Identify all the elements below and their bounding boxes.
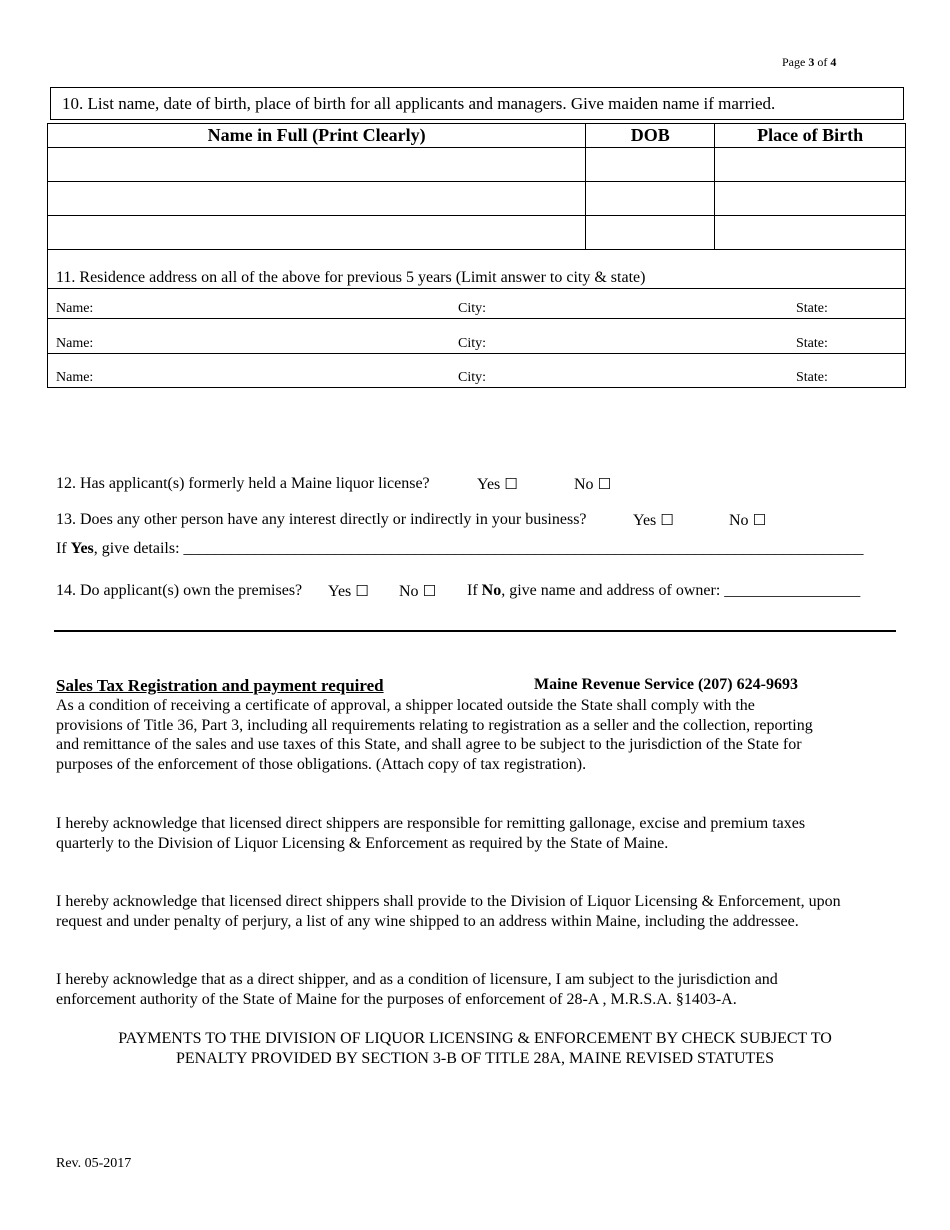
q14-text: 14. Do applicant(s) own the premises?	[56, 582, 303, 599]
q13-details-bold: Yes	[70, 540, 94, 557]
table-header-row	[48, 124, 906, 148]
q13-no-label: No	[729, 512, 749, 529]
name-label: Name:	[56, 301, 94, 316]
q12-no-checkbox[interactable]: ☐	[597, 475, 612, 493]
page-of-label: of	[817, 55, 828, 69]
text-line: purposes of the enforcement of those obligations. (Attach copy of tax registration).	[56, 755, 587, 773]
q14-no-label: No	[399, 583, 419, 600]
q14-owner-field[interactable]	[467, 582, 860, 600]
table-row	[48, 182, 906, 216]
city-label: City:	[458, 370, 487, 385]
sales-tax-body	[56, 696, 901, 774]
q13-details-line[interactable]: _____________________________________________________________________________________	[183, 540, 864, 557]
q13-details-prefix: If	[56, 540, 67, 557]
q13-no-option[interactable]	[729, 511, 766, 530]
acknowledgement-wine-list	[56, 892, 916, 931]
dob-cell[interactable]	[586, 148, 715, 182]
dob-cell[interactable]	[586, 182, 715, 216]
q14-owner-line[interactable]: _________________	[724, 582, 861, 599]
q13-no-checkbox[interactable]: ☐	[752, 511, 767, 529]
q13-yes-option[interactable]	[633, 511, 674, 530]
state-label: State:	[796, 336, 828, 351]
text-line: and remittance of the sales and use taxes of this State, and shall agree to be subject to the jurisdiction of the State for	[56, 736, 802, 753]
q14-if-suffix: , give name and address of owner:	[501, 582, 721, 599]
column-header-place-of-birth: Place of Birth	[715, 124, 906, 148]
revision-label: Rev. 05-2017	[56, 1156, 132, 1171]
q14-if-bold: No	[481, 582, 502, 599]
q12-no-option[interactable]	[574, 475, 611, 494]
text-line: enforcement authority of the State of Maine for the purposes of enforcement of 28-A , M.R.S.A. §1403-A.	[56, 990, 737, 1008]
q12-yes-label: Yes	[477, 476, 501, 493]
sales-tax-title: Sales Tax Registration and payment required	[56, 676, 384, 695]
q12-text: 12. Has applicant(s) formerly held a Maine liquor license?	[56, 475, 430, 492]
text-line: PENALTY PROVIDED BY SECTION 3-B OF TITLE 28A, MAINE REVISED STATUTES	[176, 1049, 774, 1067]
place-of-birth-cell[interactable]	[715, 216, 906, 250]
state-label: State:	[796, 301, 828, 316]
payments-notice	[56, 1029, 894, 1068]
text-line: I hereby acknowledge that licensed direct shippers shall provide to the Division of Liquor Licensing & Enforcement, upon	[56, 893, 841, 910]
column-header-dob: DOB	[586, 124, 715, 148]
residence-address-section	[47, 248, 906, 388]
revenue-service-contact: Maine Revenue Service (207) 624-9693	[534, 676, 798, 693]
q13-text: 13. Does any other person have any interest directly or indirectly in your business?	[56, 511, 587, 528]
name-cell[interactable]	[48, 148, 586, 182]
q13-yes-checkbox[interactable]: ☐	[660, 511, 674, 529]
name-label: Name:	[56, 336, 94, 351]
text-line: provisions of Title 36, Part 3, including all requirements relating to registration as a seller and the collection, reporting	[56, 716, 813, 734]
q12-yes-checkbox[interactable]: ☐	[504, 475, 518, 493]
residence-row[interactable]	[48, 353, 905, 388]
q12-no-label: No	[574, 476, 594, 493]
q14-no-option[interactable]	[399, 582, 436, 601]
q12-yes-option[interactable]	[477, 475, 518, 494]
page-current: 3	[808, 55, 815, 69]
q14-yes-checkbox[interactable]: ☐	[355, 582, 369, 600]
q10-instruction: 10. List name, date of birth, place of birth for all applicants and managers. Give maiden name if married.	[50, 87, 904, 120]
text-line: I hereby acknowledge that as a direct shipper, and as a condition of licensure, I am subject to the jurisdiction and	[56, 971, 778, 988]
q13-question	[56, 511, 587, 529]
q14-yes-option[interactable]	[328, 582, 369, 601]
residence-row[interactable]	[48, 288, 905, 319]
q13-details-field[interactable]	[56, 540, 864, 558]
dob-cell[interactable]	[586, 216, 715, 250]
acknowledgement-taxes	[56, 814, 901, 853]
table-row	[48, 148, 906, 182]
q14-question	[56, 582, 302, 600]
name-cell[interactable]	[48, 216, 586, 250]
residence-row[interactable]	[48, 318, 905, 354]
applicants-table	[47, 123, 906, 250]
state-label: State:	[796, 370, 828, 385]
page-total: 4	[830, 55, 837, 69]
text-line: request and under penalty of perjury, a list of any wine shipped to an address within Maine, including the addressee.	[56, 912, 799, 930]
q12-question	[56, 475, 430, 493]
page-label: Page	[782, 55, 806, 69]
text-line: quarterly to the Division of Liquor Licensing & Enforcement as required by the State of Maine.	[56, 834, 669, 852]
page-number	[782, 55, 836, 70]
acknowledgement-jurisdiction	[56, 970, 901, 1009]
q14-yes-label: Yes	[328, 583, 352, 600]
text-line: I hereby acknowledge that licensed direct shippers are responsible for remitting gallonage, excise and premium taxes	[56, 815, 806, 832]
place-of-birth-cell[interactable]	[715, 182, 906, 216]
q13-yes-label: Yes	[633, 512, 657, 529]
table-row	[48, 216, 906, 250]
text-line: As a condition of receiving a certificate of approval, a shipper located outside the State shall comply with the	[56, 697, 755, 714]
q14-no-checkbox[interactable]: ☐	[422, 582, 437, 600]
q11-instruction: 11. Residence address on all of the above for previous 5 years (Limit answer to city & state)	[56, 269, 646, 286]
q13-details-suffix: , give details:	[93, 540, 180, 557]
city-label: City:	[458, 336, 487, 351]
column-header-name: Name in Full (Print Clearly)	[48, 124, 586, 148]
city-label: City:	[458, 301, 487, 316]
name-cell[interactable]	[48, 182, 586, 216]
name-label: Name:	[56, 370, 94, 385]
q14-if-prefix: If	[467, 582, 478, 599]
text-line: PAYMENTS TO THE DIVISION OF LIQUOR LICENSING & ENFORCEMENT BY CHECK SUBJECT TO	[118, 1030, 832, 1047]
place-of-birth-cell[interactable]	[715, 148, 906, 182]
section-divider	[54, 630, 896, 632]
